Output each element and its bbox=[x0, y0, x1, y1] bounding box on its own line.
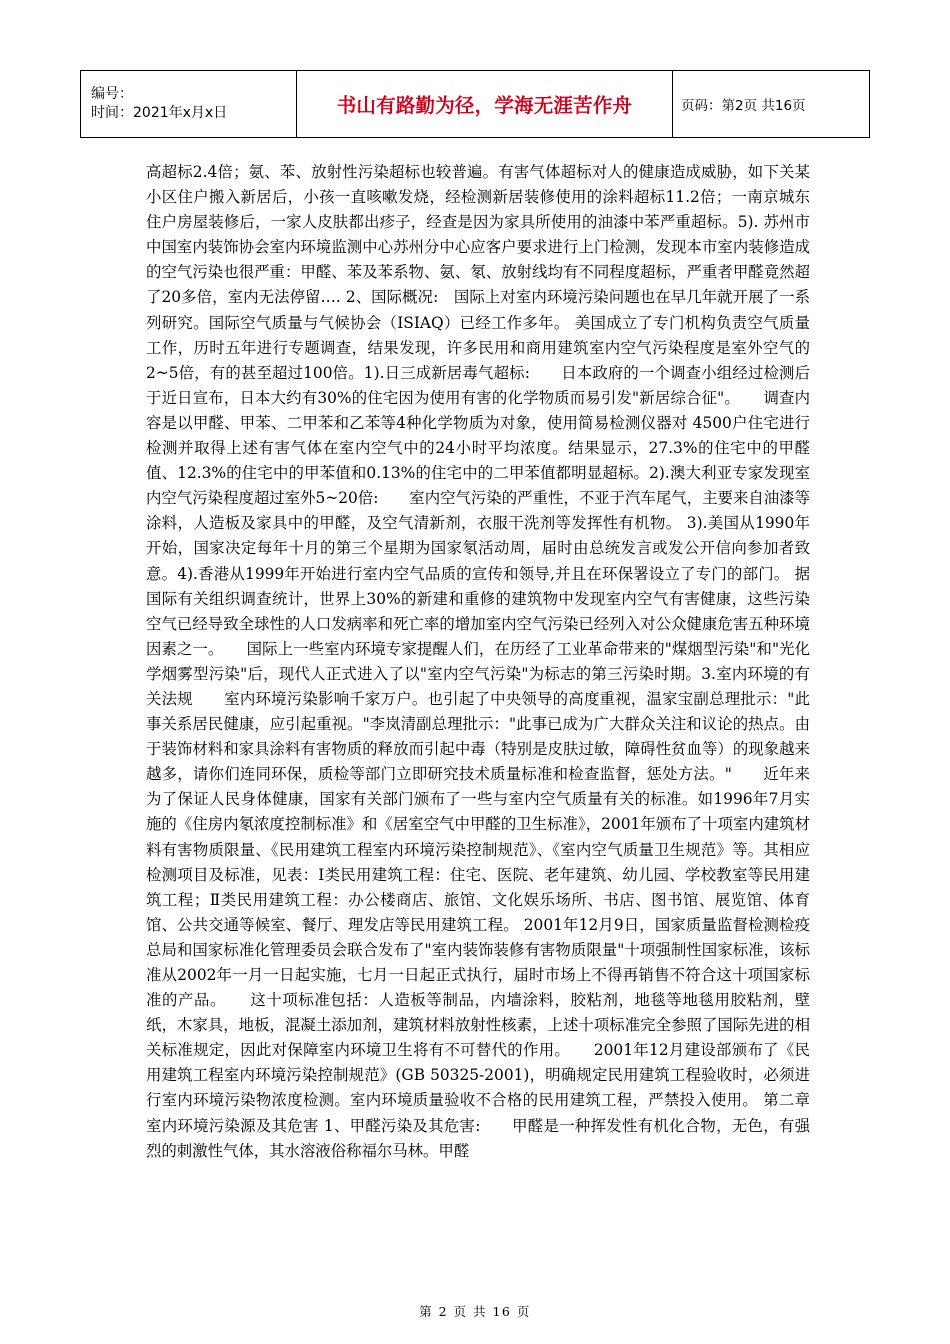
header-page-number: 页码：第2页 共16页 bbox=[673, 71, 870, 138]
body-text: 高超标2.4倍；氨、苯、放射性污染超标也较普遍。有害气体超标对人的健康造成威胁，如下关某小区住户搬入新居后，小孩一直咳嗽发烧，经检测新居装修使用的涂料超标11.2倍；一南京城东住户房屋装修后，一家人皮肤都出疹子，经查是因为家具所使用的油漆中苯严重超标。5). 苏州市 中国室内装饰协会室内环境监测中心苏州分中心应客户要求进行上门检测，发现本市室内装修造成的空气污染也很严重：甲醛、苯及苯系物、氨、氡、放射线均有不同程度超标，严重者甲醛竟然超了20多倍，室内无法停留…. 2、国际概况: 国际上对室内环境污染问题也在早几年就开展了一系列研究。国际空气质量与气候协会（ISIAQ）已经工作多年。 美国成立了专门机构负责空气质量工作，历时五年进行专题调查，结果发现，许多民用和商用建筑室内空气污染程度是室外空气的2~5倍，有的甚至超过100倍。1).日三成新居毒气超标: 日本政府的一个调查小组经过检测后于近日宣布，日本大约有30%的住宅因为使用有害的化学物质而易引发"新居综合征"。 调查内容是以甲醛、甲苯、二甲苯和乙苯等4种化学物质为对象，使用简易检测仪器对 4500户住宅进行检测并取得上述有害气体在室内空气中的24小时平均浓度。结果显示，27.3%的住宅中的甲醛值、12.3%的住宅中的甲苯值和0.13%的住宅中的二甲苯值都明显超标。2).澳大利亚专家发现室内空气污染程度超过室外5~20倍: 室内空气污染的严重性，不亚于汽车尾气，主要来自油漆等涂料，人造板及家具中的甲醛，及空气清新剂，衣服干洗剂等发挥性有机物。 3).美国从1990年开始，国家决定每年十月的第三个星期为国家氡活动周，届时由总统发言或发公开信向参加者致意。4).香港从1999年开始进行室内空气品质的宣传和领导,并且在环保署设立了专门的部门。 据国际有关组织调查统计，世界上30%的新建和重修的建筑物中发现室内空气有害健康，这些污染空气已经导致全球性的人口发病率和死亡率的增加室内空气污染已经列入对公众健康危害五种环境因素之一。 国际上一些室内环境专家提醒人们，在历经了工业革命带来的"煤烟型污染"和"光化学烟雾型污染"后，现代人正式进入了以"室内空气污染"为标志的第三污染时期。3.室内环境的有关法规 室内环境污染影响千家万户。也引起了中央领导的高度重视，温家宝副总理批示："此事关系居民健康，应引起重视。"李岚清副总理批示："此事已成为广大群众关注和议论的热点。由于装饰材料和家具涂料有害物质的释放而引起中毒（特别是皮肤过敏，障碍性贫血等）的现象越来越多，请你们连同环保，质检等部门立即研究技术质量标准和检查监督，惩处方法。" 近年来为了保证人民身体健康，国家有关部门颁布了一些与室内空气质量有关的标准。如1996年7月实施的《住房内氡浓度控制标准》和《居室空气中甲醛的卫生标准》，2001年颁布了十项室内建筑材料有害物质限量、《民用建筑工程室内环境污染控制规范》、《室内空气质量卫生规范》等。其相应检测项目及标准，见表：I类民用建筑工程：住宅、医院、老年建筑、幼儿园、学校教室等民用建筑工程；Ⅱ类民用建筑工程：办公楼商店、旅馆、文化娱乐场所、书店、图书馆、展览馆、体育馆、公共交通等候室、餐厅、理发店等民用建筑工程。 2001年12月9日，国家质量监督检测检疫总局和国家标准化管理委员会联合发布了"室内装饰装修有害物质限量"十项强制性国家标准，该标准从2002年一月一日起实施，七月一日起正式执行，届时市场上不得再销售不符合这十项国家标准的产品。 这十项标准包括：人造板等制品，内墙涂料，胶粘剂，地毯等地毯用胶粘剂，壁纸，木家具，地板，混凝土添加剂，建筑材料放射性核素，上述十项标准完全参照了国际先进的相关标准规定，因此对保障室内环境卫生将有不可替代的作用。 2001年12月建设部颁布了《民用建筑工程室内环境污染控制规范》(GB 50325-2001)，明确规定民用建筑工程验收时，必须进行室内环境污染物浓度检测。室内环境质量验收不合格的民用建筑工程，严禁投入使用。 第二章 室内环境污染源及其危害 1、甲醛污染及其危害: 甲醛是一种挥发性有机化合物，无色，有强烈的刺激性气体，其水溶液俗称福尔马林。甲醛 bbox=[146, 163, 841, 1160]
document-number-label: 编号： bbox=[91, 86, 133, 102]
header-info-cell bbox=[81, 71, 297, 138]
document-time-label: 时间：2021年x月x日 bbox=[91, 105, 228, 121]
page-footer: 第 2 页 共 16 页 bbox=[419, 1304, 531, 1319]
header-motto: 书山有路勤为径，学海无涯苦作舟 bbox=[297, 71, 673, 138]
page-header bbox=[80, 70, 870, 138]
